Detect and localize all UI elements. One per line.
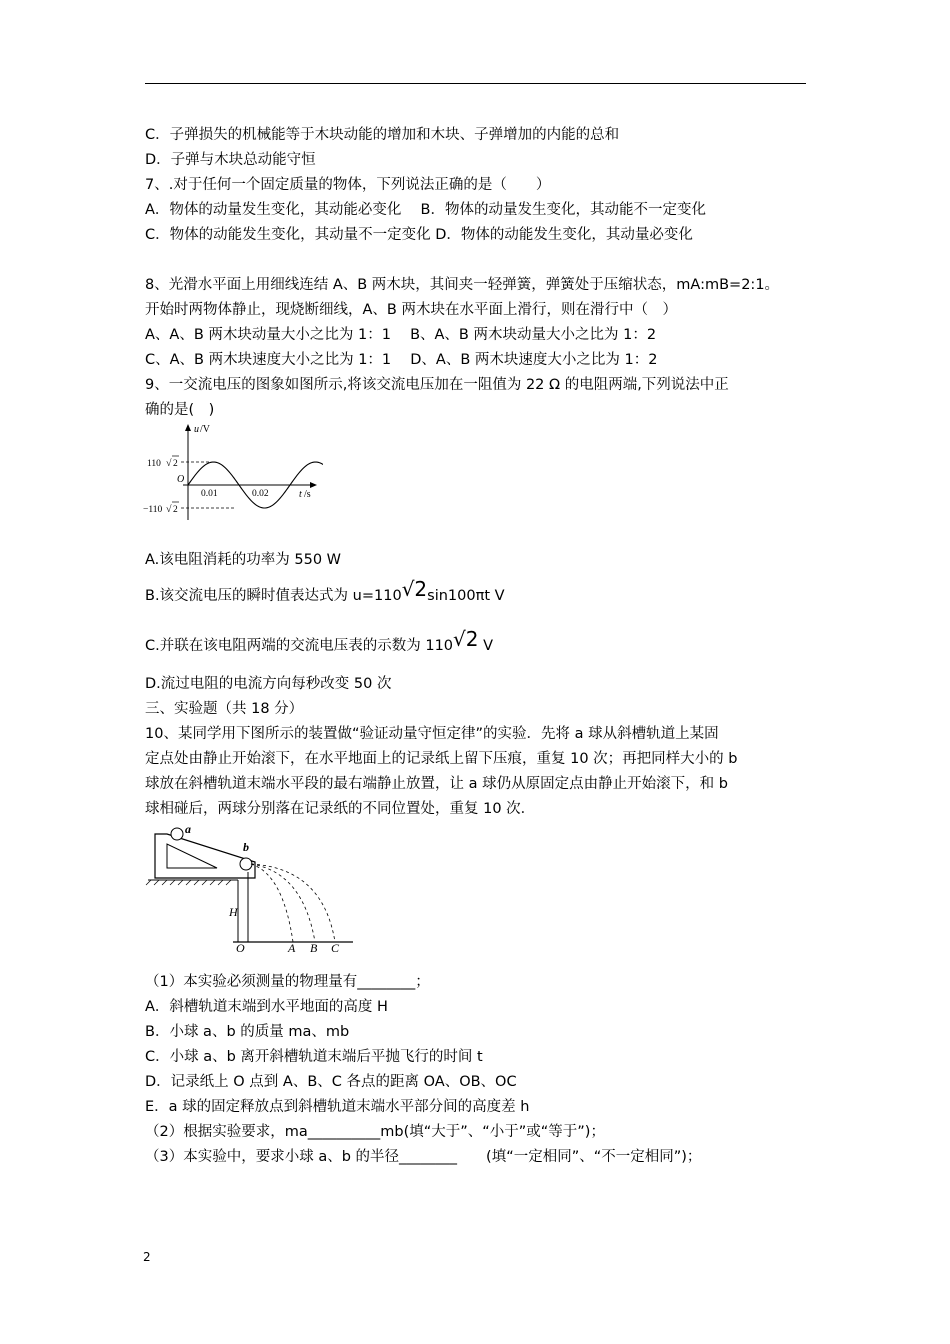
q10-part1: （1）本实验必须测量的物理量有________； <box>145 974 430 990</box>
section-three-heading: 三、实验题（共 18 分） <box>145 701 304 717</box>
ground-hatching <box>146 880 231 885</box>
q8-options-ab: A、A、B 两木块动量大小之比为 1：1 B、A、B 两木块动量大小之比为 1：2 <box>145 327 657 343</box>
ball-b-label: b <box>243 840 249 854</box>
question-7: 7、.对于任何一个固定质量的物体，下列说法正确的是（ ） <box>145 177 551 193</box>
x-tick-002: 0.02 <box>252 489 269 499</box>
x-tick-001: 0.01 <box>201 489 218 499</box>
y-label-unit: /V <box>200 424 210 435</box>
trajectory-a <box>251 864 293 942</box>
height-label: H <box>229 905 238 919</box>
y-max-label: 110 <box>147 459 161 469</box>
x-label-unit: /s <box>304 489 311 500</box>
incline-stand <box>155 834 255 878</box>
question-10-line1: 10、某同学用下图所示的装置做“验证动量守恒定律”的实验．先将 a 球从斜槽轨道上某固 <box>145 726 719 742</box>
y-max-root: 2 <box>173 459 178 469</box>
header-rule <box>145 83 806 84</box>
question-8-line2: 开始时两物体静止，现烧断细线，A、B 两木块在水平面上滑行，则在滑行中（ ） <box>145 302 677 318</box>
q10-option-b: B．小球 a、b 的质量 ma、mb <box>145 1024 350 1040</box>
trajectory-b <box>251 864 315 942</box>
sqrt2-symbol: √2 <box>401 577 428 601</box>
x-label-t: t <box>299 489 302 500</box>
point-a-label: A <box>288 941 296 954</box>
point-b-label: B <box>310 941 318 954</box>
question-8-line1: 8、光滑水平面上用细线连结 A、B 两木块，其间夹一轻弹簧，弹簧处于压缩状态，mA:mB=2:1。 <box>145 277 780 293</box>
question-10-line4: 球相碰后，两球分别落在记录纸的不同位置处，重复 10 次． <box>145 801 536 817</box>
ball-b <box>240 858 252 870</box>
q7-options-ab: A．物体的动量发生变化，其动能必变化 B．物体的动量发生变化，其动能不一定变化 <box>145 202 706 218</box>
y-axis-arrow <box>185 424 191 431</box>
q10-part2: （2）根据实验要求，ma__________mb(填“大于”、“小于”或“等于”)； <box>145 1124 605 1140</box>
q10-option-e: E．a 球的固定释放点到斜槽轨道末端水平部分间的高度差 h <box>145 1099 530 1115</box>
y-label-u: u <box>194 424 199 435</box>
question-10-line2: 定点处由静止开始滚下，在水平地面上的记录纸上留下压痕，重复 10 次；再把同样大小的 b <box>145 751 738 767</box>
point-o-label: O <box>236 941 245 954</box>
sqrt2-symbol: √2 <box>453 627 479 651</box>
origin-label: O <box>177 474 185 485</box>
question-9-line2: 确的是( ) <box>145 402 215 418</box>
q10-part3: （3）本实验中，要求小球 a、b 的半径________ (填“一定相同”、“不一定相同”)； <box>145 1149 702 1165</box>
option-d-q6: D．子弹与木块总动能守恒 <box>145 152 316 168</box>
option-c-q6: C．子弹损失的机械能等于木块动能的增加和木块、子弹增加的内能的总和 <box>145 127 620 143</box>
q8-options-cd: C、A、B 两木块速度大小之比为 1：1 D、A、B 两木块速度大小之比为 1：2 <box>145 352 658 368</box>
y-min-root: 2 <box>173 505 178 515</box>
question-10-line3: 球放在斜槽轨道末端水平段的最右端静止放置，让 a 球仍从原固定点由静止开始滚下，和 b <box>145 776 728 792</box>
question-9-line1: 9、一交流电压的图象如图所示,将该交流电压加在一阻值为 22 Ω 的电阻两端,下列说法中正 <box>145 377 729 393</box>
y-min-radical: √ <box>166 504 172 515</box>
q7-options-cd: C．物体的动能发生变化，其动量不一定变化 D．物体的动能发生变化，其动量必变化 <box>145 227 693 243</box>
q10-option-c: C．小球 a、b 离开斜槽轨道末端后平抛飞行的时间 t <box>145 1049 483 1065</box>
trajectory-c <box>251 864 335 942</box>
collision-apparatus-diagram <box>143 824 358 954</box>
ac-voltage-graph <box>143 420 323 524</box>
q9-option-d: D.流过电阻的电流方向每秒改变 50 次 <box>145 676 392 692</box>
q10-option-d: D．记录纸上 O 点到 A、B、C 各点的距离 OA、OB、OC <box>145 1074 517 1090</box>
q9-option-b: B.该交流电压的瞬时值表达式为 u=110√2sin100πt V <box>145 577 505 604</box>
ball-a <box>171 828 183 840</box>
x-axis-arrow <box>310 482 317 488</box>
q9-option-c: C.并联在该电阻两端的交流电压表的示数为 110√2 V <box>145 627 494 654</box>
page-number: 2 <box>143 1250 151 1264</box>
q9-option-a: A.该电阻消耗的功率为 550 W <box>145 552 342 568</box>
y-max-radical: √ <box>166 458 172 469</box>
point-c-label: C <box>331 941 340 954</box>
q10-option-a: A．斜槽轨道末端到水平地面的高度 H <box>145 999 388 1015</box>
y-min-label: −110 <box>143 505 163 515</box>
ball-a-label: a <box>185 824 191 836</box>
